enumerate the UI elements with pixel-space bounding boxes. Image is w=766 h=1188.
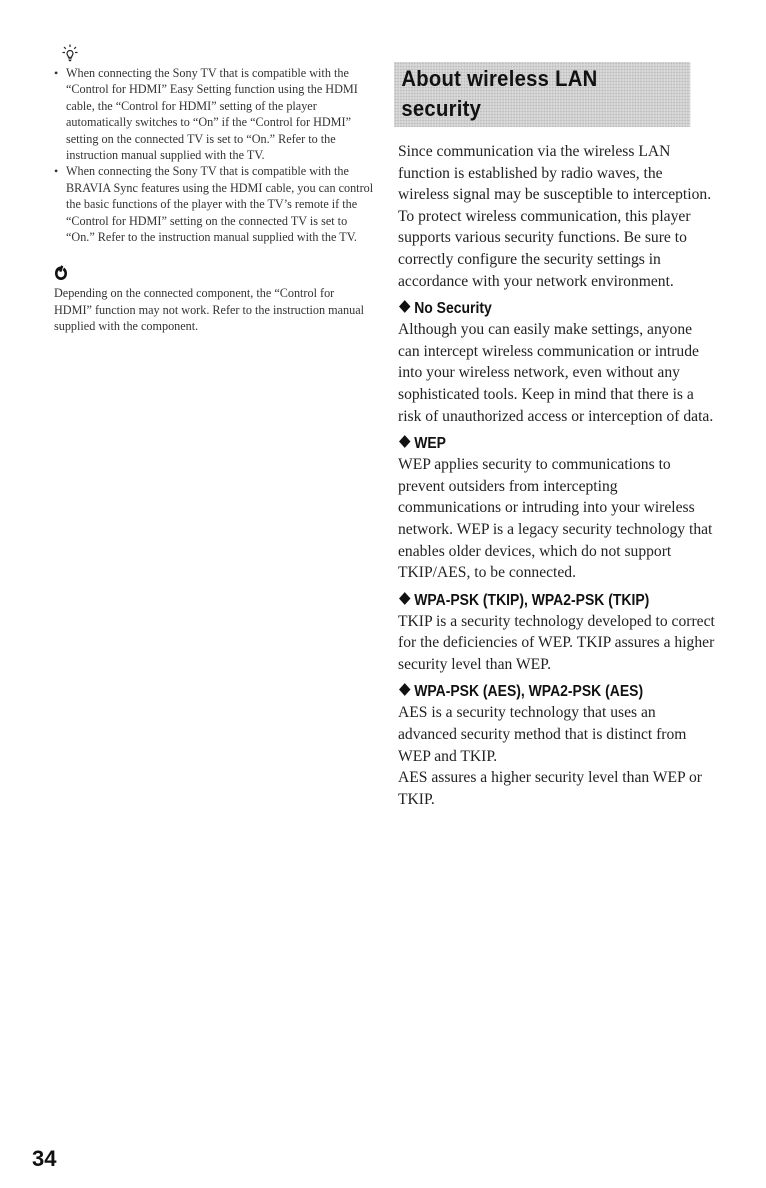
hints-column [54,44,374,335]
diamond-bullet-icon [399,435,410,448]
paragraph: AES is a security technology that uses an advanced security method that is distinct from WEP and TKIP. [398,704,687,765]
section-title: About wireless LAN security [394,62,690,127]
subheading-wep: WEP [398,433,684,454]
note-icon [54,265,68,281]
intro-paragraph: Since communication via the wireless LAN function is established by radio waves, the wireless signal may be susceptible to interception. To protect wireless communication, this player supports various security functions. Be sure to correctly configure the security settings in accordance with your network environment. [398,143,712,290]
hint-list [54,65,374,245]
diamond-bullet-icon [399,300,410,313]
paragraph: Although you can easily make settings, anyone can intercept wireless communication or intrude into your wireless network, even without any sophisticated tools. Keep in mind that there is a risk of unauthorized access or interception of data. [398,321,714,425]
paragraph: TKIP is a security technology developed to correct for the deficiencies of WEP. TKIP assures a higher security level than WEP. [398,612,715,673]
paragraph: AES assures a higher security level than WEP or TKIP. [398,769,703,808]
wireless-security-column [398,62,716,810]
hint-item: • When connecting the Sony TV that is compatible with the “Control for HDMI” Easy Setting function using the HDMI cable, the “Control for HDMI” setting of the player automatically switches to “On” if the “Control for HDMI” setting on the connected TV is set to “On.” Refer to the instruction manual supplied with the TV. [54,65,374,163]
note-text: Depending on the connected component, the “Control for HDMI” function may not work. Refer to the instruction manual supplied with the component. [54,286,365,334]
paragraph: WEP applies security to communications to prevent outsiders from intercepting communications or intruding into your wireless network. WEP is a legacy security technology that enables older devices, which do not support TKIP/AES, to be connected. [398,456,713,582]
page-number: 34 [32,1146,57,1171]
subheading-aes: WPA-PSK (AES), WPA2-PSK (AES) [398,681,684,702]
lightbulb-hint-icon [62,44,78,64]
diamond-bullet-icon [399,684,410,697]
subheading-no-security: No Security [398,298,684,319]
diamond-bullet-icon [399,592,410,605]
subheading-tkip: WPA-PSK (TKIP), WPA2-PSK (TKIP) [398,590,684,611]
hint-item: • When connecting the Sony TV that is compatible with the BRAVIA Sync features using the HDMI cable, you can control the basic functions of the player with the TV’s remote if the “Control for HDMI” setting on the connected TV is set to “On.” Refer to the instruction manual supplied with the TV. [54,163,374,245]
